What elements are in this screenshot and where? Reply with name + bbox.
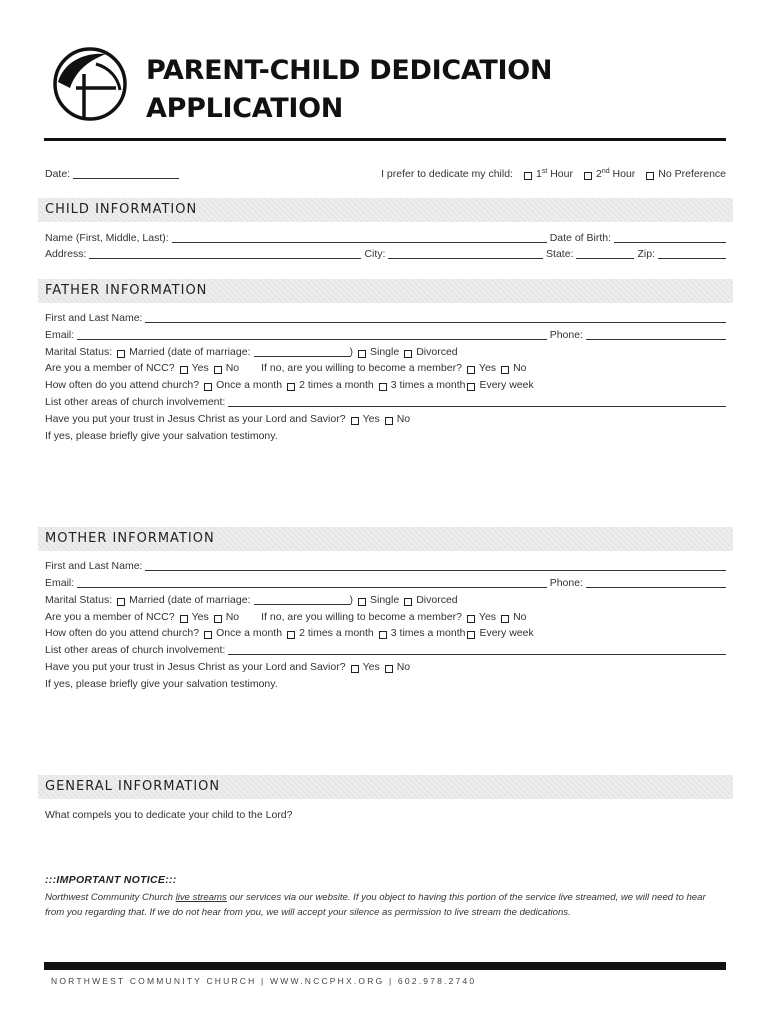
mother-testimony-row	[45, 675, 726, 691]
father-divorced-label: Divorced	[416, 346, 458, 358]
mother-email-field[interactable]	[77, 576, 547, 588]
no-preference-label: No Preference	[658, 168, 726, 180]
mother-weekly-label: Every week	[479, 627, 534, 639]
father-member-no-label: No	[225, 362, 240, 374]
mother-phone-label: Phone:	[549, 577, 583, 589]
mother-become-no-checkbox[interactable]	[501, 615, 509, 623]
father-close-paren: )	[349, 346, 353, 358]
mother-member-row	[45, 608, 726, 624]
title-line-2: APPLICATION	[146, 93, 344, 124]
mother-close-paren: )	[349, 594, 353, 606]
mother-trust-no-label: No	[396, 661, 411, 673]
mother-become-yes-label: Yes	[478, 611, 497, 623]
father-member-yes-checkbox[interactable]	[180, 366, 188, 374]
child-name-field[interactable]	[172, 231, 547, 243]
father-become-question: If no, are you willing to become a member?	[261, 362, 462, 374]
mother-become-yes-checkbox[interactable]	[467, 615, 475, 623]
mother-section-header	[38, 527, 733, 551]
mother-email-row	[45, 574, 726, 590]
father-marital-label: Marital Status:	[45, 346, 113, 358]
father-trust-no-label: No	[396, 413, 411, 425]
date-field[interactable]	[73, 167, 179, 179]
mother-attend-question: How often do you attend church?	[45, 627, 200, 639]
mother-once-label: Once a month	[216, 627, 283, 639]
child-name-row	[45, 229, 726, 245]
page-title	[146, 52, 552, 128]
mother-married-label: Married (date of marriage:	[129, 594, 251, 606]
mother-single-label: Single	[370, 594, 400, 606]
father-single-label: Single	[370, 346, 400, 358]
father-once-label: Once a month	[216, 379, 283, 391]
mother-trust-yes-checkbox[interactable]	[351, 665, 359, 673]
important-notice-text: Northwest Community Church live streams our services via our website. If you object to having this portion of the service live streamed, we will need to hear from you regarding that. If we do not hear from you, we will accept your silence as permission to live stream the dedications.	[45, 892, 706, 918]
father-member-no-checkbox[interactable]	[214, 366, 222, 374]
father-become-no-checkbox[interactable]	[501, 366, 509, 374]
father-email-row	[45, 326, 726, 342]
title-divider	[44, 138, 726, 141]
mother-weekly-checkbox[interactable]	[467, 631, 475, 639]
father-testimony-area[interactable]	[45, 446, 726, 520]
zip-label: Zip:	[637, 248, 655, 260]
general-section-header	[38, 775, 733, 799]
father-become-no-label: No	[513, 362, 527, 374]
mother-thrice-checkbox[interactable]	[379, 631, 387, 639]
mother-trust-question: Have you put your trust in Jesus Christ as your Lord and Savior?	[45, 661, 346, 673]
father-become-yes-label: Yes	[478, 362, 497, 374]
mother-marital-label: Marital Status:	[45, 594, 113, 606]
father-marriage-date-field[interactable]	[254, 345, 350, 357]
father-phone-label: Phone:	[549, 329, 583, 341]
mother-marital-row	[45, 591, 726, 607]
mother-member-no-label: No	[225, 611, 240, 623]
father-divorced-checkbox[interactable]	[404, 350, 412, 358]
father-areas-field[interactable]	[228, 395, 726, 407]
mother-member-question: Are you a member of NCC?	[45, 611, 175, 623]
father-thrice-label: 3 times a month	[390, 379, 466, 391]
general-heading: GENERAL INFORMATION	[45, 779, 221, 794]
mother-trust-row	[45, 658, 726, 674]
mother-member-no-checkbox[interactable]	[214, 615, 222, 623]
father-weekly-label: Every week	[479, 379, 534, 391]
mother-divorced-checkbox[interactable]	[404, 598, 412, 606]
father-twice-label: 2 times a month	[299, 379, 374, 391]
father-weekly-checkbox[interactable]	[467, 383, 475, 391]
father-member-row	[45, 359, 726, 375]
father-heading: FATHER INFORMATION	[45, 283, 208, 298]
child-address-row	[45, 245, 726, 261]
mother-areas-row	[45, 641, 726, 657]
child-name-label: Name (First, Middle, Last):	[45, 232, 169, 244]
mother-married-checkbox[interactable]	[117, 598, 125, 606]
mother-phone-field[interactable]	[586, 576, 726, 588]
father-trust-yes-checkbox[interactable]	[351, 417, 359, 425]
mother-heading: MOTHER INFORMATION	[45, 531, 215, 546]
mother-marriage-date-field[interactable]	[254, 593, 350, 605]
father-member-question: Are you a member of NCC?	[45, 362, 175, 374]
father-twice-checkbox[interactable]	[287, 383, 295, 391]
general-question: What compels you to dedicate your child to the Lord?	[45, 809, 293, 821]
mother-become-no-label: No	[513, 611, 527, 623]
father-name-label: First and Last Name:	[45, 312, 143, 324]
address-field[interactable]	[89, 247, 361, 259]
city-label: City:	[364, 248, 386, 260]
title-line-1: PARENT-CHILD DEDICATION	[146, 55, 553, 86]
father-married-checkbox[interactable]	[117, 350, 125, 358]
zip-field[interactable]	[658, 247, 726, 259]
mother-name-row	[45, 557, 726, 573]
mother-areas-label: List other areas of church involvement:	[45, 644, 226, 656]
city-field[interactable]	[388, 247, 543, 259]
first-hour-label: 1st Hour	[535, 168, 573, 180]
father-testimony-prompt: If yes, please briefly give your salvation testimony.	[45, 430, 278, 442]
state-label: State:	[546, 248, 574, 260]
date-label: Date:	[45, 168, 71, 180]
first-hour-checkbox[interactable]	[524, 172, 532, 180]
father-testimony-row	[45, 427, 726, 443]
child-heading: CHILD INFORMATION	[45, 202, 198, 217]
father-name-row	[45, 309, 726, 325]
mother-thrice-label: 3 times a month	[390, 627, 466, 639]
father-trust-row	[45, 410, 726, 426]
mother-trust-yes-label: Yes	[362, 661, 380, 673]
mother-testimony-area[interactable]	[45, 694, 726, 768]
footer-contact: NORTHWEST COMMUNITY CHURCH | WWW.NCCPHX.ORG | 602.978.2740	[51, 976, 477, 986]
father-attend-row	[45, 376, 726, 392]
mother-trust-no-checkbox[interactable]	[385, 665, 393, 673]
mother-once-checkbox[interactable]	[204, 631, 212, 639]
mother-name-label: First and Last Name:	[45, 560, 143, 572]
general-question-row	[45, 806, 726, 822]
father-trust-yes-label: Yes	[362, 413, 380, 425]
father-once-checkbox[interactable]	[204, 383, 212, 391]
live-streams-link[interactable]: live streams	[175, 892, 227, 903]
father-trust-question: Have you put your trust in Jesus Christ as your Lord and Savior?	[45, 413, 346, 425]
father-name-field[interactable]	[145, 311, 726, 323]
mother-member-yes-label: Yes	[191, 611, 209, 623]
no-preference-checkbox[interactable]	[646, 172, 654, 180]
address-label: Address:	[45, 248, 87, 260]
father-attend-question: How often do you attend church?	[45, 379, 200, 391]
father-phone-field[interactable]	[586, 328, 726, 340]
state-field[interactable]	[576, 247, 634, 259]
father-areas-row	[45, 393, 726, 409]
second-hour-label: 2nd Hour	[595, 168, 636, 180]
father-trust-no-checkbox[interactable]	[385, 417, 393, 425]
father-member-yes-label: Yes	[191, 362, 209, 374]
mother-areas-field[interactable]	[228, 643, 726, 655]
mother-become-question: If no, are you willing to become a member?	[261, 611, 462, 623]
mother-attend-row	[45, 624, 726, 640]
father-become-yes-checkbox[interactable]	[467, 366, 475, 374]
prefer-label: I prefer to dedicate my child:	[381, 168, 513, 180]
father-email-field[interactable]	[77, 328, 547, 340]
general-answer-area[interactable]	[45, 825, 726, 869]
father-married-label: Married (date of marriage:	[129, 346, 251, 358]
dob-label: Date of Birth:	[549, 232, 611, 244]
father-email-label: Email:	[45, 329, 75, 341]
mother-twice-checkbox[interactable]	[287, 631, 295, 639]
footer-bar	[44, 962, 726, 970]
important-notice-title: :::IMPORTANT NOTICE:::	[45, 874, 177, 886]
dob-field[interactable]	[614, 231, 726, 243]
church-logo	[50, 44, 130, 124]
mother-twice-label: 2 times a month	[299, 627, 374, 639]
mother-name-field[interactable]	[145, 559, 726, 571]
child-section-header	[38, 198, 733, 222]
date-preference-row	[45, 165, 726, 181]
second-hour-checkbox[interactable]	[584, 172, 592, 180]
father-thrice-checkbox[interactable]	[379, 383, 387, 391]
mother-member-yes-checkbox[interactable]	[180, 615, 188, 623]
father-areas-label: List other areas of church involvement:	[45, 396, 226, 408]
mother-single-checkbox[interactable]	[358, 598, 366, 606]
mother-divorced-label: Divorced	[416, 594, 458, 606]
father-marital-row	[45, 343, 726, 359]
father-section-header	[38, 279, 733, 303]
father-single-checkbox[interactable]	[358, 350, 366, 358]
mother-testimony-prompt: If yes, please briefly give your salvation testimony.	[45, 678, 278, 690]
mother-email-label: Email:	[45, 577, 75, 589]
